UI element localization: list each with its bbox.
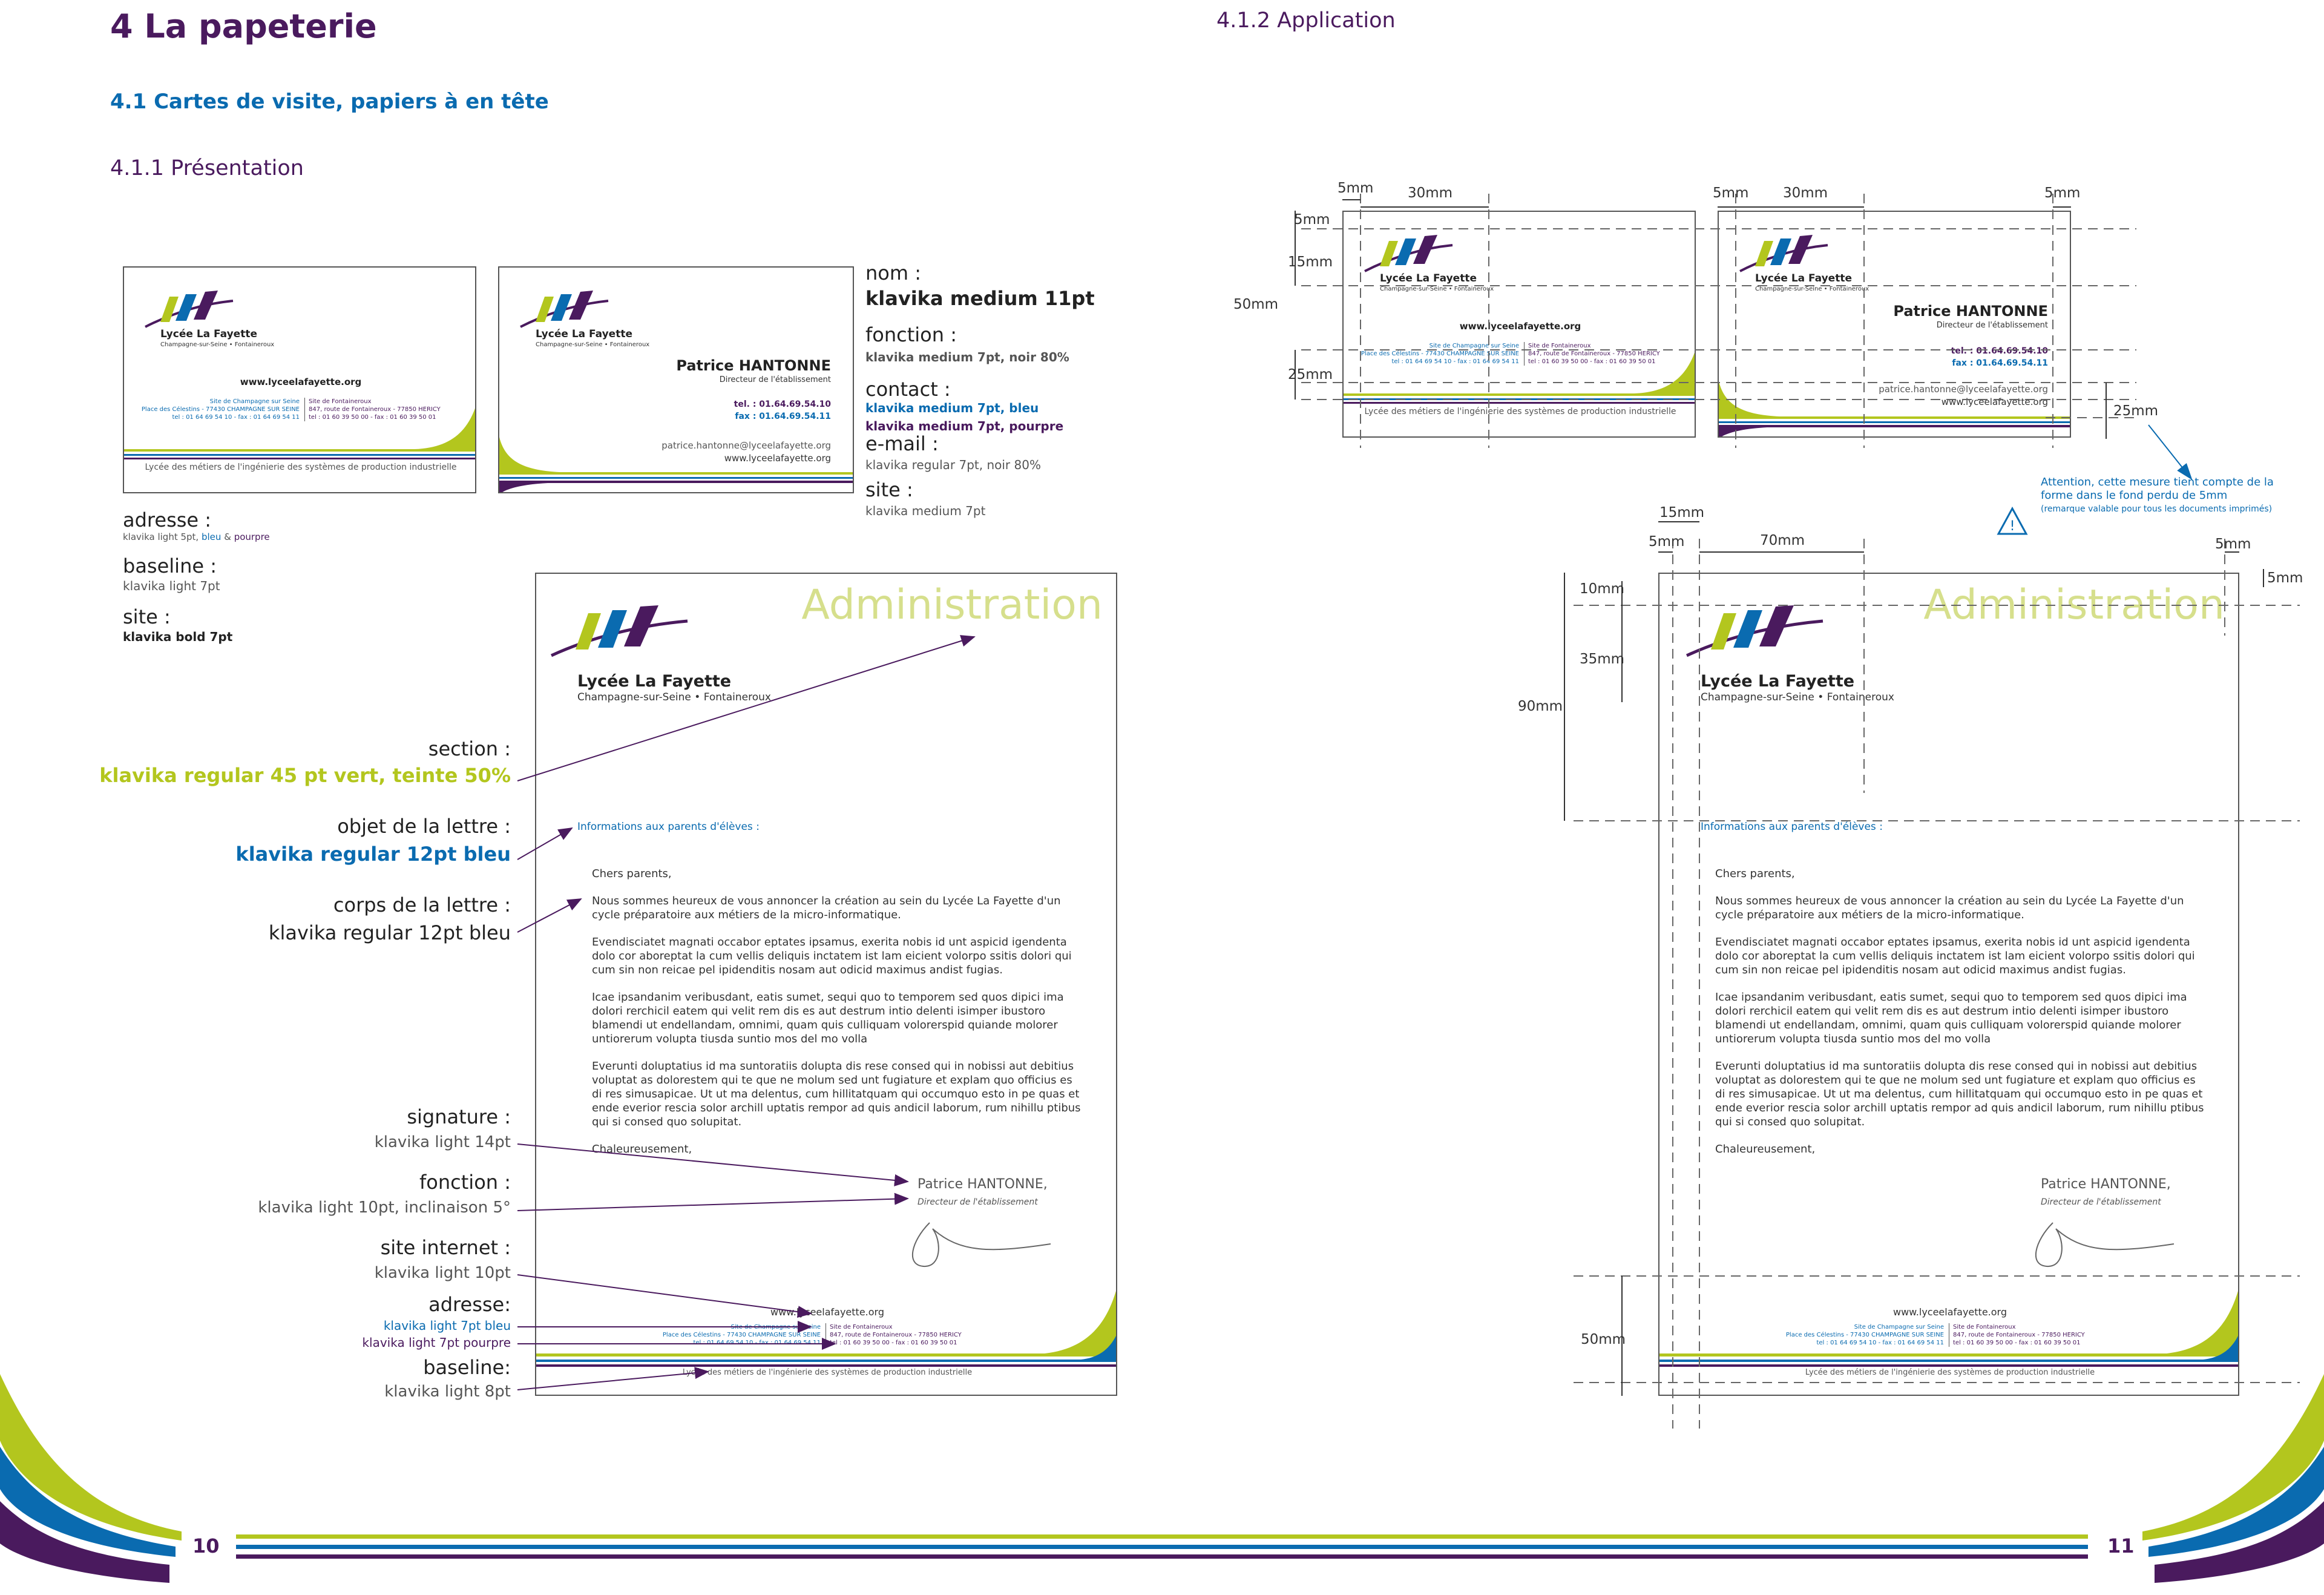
spec-contact-value-2: klavika medium 7pt, pourpre bbox=[865, 419, 1064, 433]
spec-site-label: site : bbox=[865, 478, 913, 501]
card-role: Directeur de l'établissement bbox=[1936, 321, 2048, 330]
card-website: www.lyceelafayette.org bbox=[1459, 321, 1581, 332]
dim-card-5mm-b: 5mm bbox=[1713, 185, 1749, 201]
card-school-sites: Champagne-sur-Seine • Fontainerouх bbox=[1380, 286, 1494, 292]
lspec-corps-label: corps de la lettre : bbox=[333, 893, 511, 916]
letter-address-1: Site de Champagne sur Seine Place des Célestins - 77430 CHAMPAGNE SUR SEINE tel : 01 64 69 54 10 - fax : 01 64 69 54 11 bbox=[1785, 1324, 1944, 1346]
letter-signature-name: Patrice HANTONNE, bbox=[917, 1177, 1048, 1192]
card-name: Patrice HANTONNE bbox=[1893, 303, 2048, 320]
spec-adresse-value: klavika light 5pt, bleu & pourpre bbox=[123, 531, 270, 542]
bleed-note: Attention, cette mesure tient compte de la forme dans le fond perdu de 5mm (remarque valable pour tous les documents imprimés) bbox=[2041, 476, 2274, 514]
letter-object: Informations aux parents d'élèves : bbox=[1701, 821, 1883, 833]
lspec-signature-label: signature : bbox=[407, 1105, 511, 1128]
card-school-name: Lycée La Fayette bbox=[1380, 272, 1477, 284]
card-school-name: Lycée La Fayette bbox=[536, 328, 632, 340]
dim-letter-5mm-left: 5mm bbox=[1649, 534, 1685, 550]
letter-school-sites: Champagne-sur-Seine • Fontainerouх bbox=[1701, 691, 1894, 703]
lspec-site-label: site internet : bbox=[380, 1236, 511, 1259]
card-school-sites: Champagne-sur-Seine • Fontainerouх bbox=[1755, 286, 1869, 292]
section-presentation: 4.1.1 Présentation bbox=[110, 156, 304, 180]
dim-card-30mm-a: 30mm bbox=[1408, 185, 1453, 201]
svg-text:!: ! bbox=[2009, 519, 2015, 534]
dim-letter-5mm-top: 5mm bbox=[2267, 570, 2303, 586]
dim-card-30mm-b: 30mm bbox=[1783, 185, 1828, 201]
dim-card-5mm-c: 5mm bbox=[2044, 185, 2081, 201]
spec-adresse-label: adresse : bbox=[123, 508, 212, 531]
spec-site2-value: klavika bold 7pt bbox=[123, 630, 233, 644]
dim-letter-5mm-right: 5mm bbox=[2215, 536, 2251, 552]
spec-nom-label: nom : bbox=[865, 261, 921, 284]
letter-address-1: Site de Champagne sur Seine Place des Célestins - 77430 CHAMPAGNE SUR SEINE tel : 01 64 69 54 10 - fax : 01 64 69 54 11 bbox=[662, 1324, 821, 1346]
card-baseline: Lycée des métiers de l'ingénierie des systèmes de production industrielle bbox=[1364, 407, 1676, 416]
lspec-adresse-value-1: klavika light 7pt bleu bbox=[383, 1318, 511, 1333]
letter-body: Chers parents, Nous sommes heureux de vous annoncer la création au sein du Lycée La Fayette d'un cycle préparatoire aux métiers de la micro-informatique. Evendisciatet magnati occabor eptates ipsamus, exerita nobis id unt aspicid igendenta dolo cor aboreptat la cum vellis deliquis inctatem ist lam eicient volorpo ssitis dolori qui cum sin non reicae pel ipidenditis nosam aut odicid maximus andist fugias. Icae ipsandanim veribusdant, eatis sumet, sequi quo to temporem sed quos dipici ima dolori rerchicil eatem qui velit rem dis es aut destrum intio delenti isimper ibustoro blamendi ut endellandam, omnimi, quam quis culliquam volorerspid quiande molorer untiorerum volupta tiusda suntio mos del mo volla Everunti doluptatius id ma suntoratiis dolupta dis rese consed qui in nobissi aut debitius voluptat as dolorestem qui te que ne molum sed unt fugiature et explam quo officius es di res simusapicae. Ut ut ma delentus, cum hillitatquam qui occumquo esto in pe quas et ende everior rescia solor archill uptatis rempor ad quis andicil laborum, rum nihillu ptibus qui si consed quo solupitat. Chaleureusement, bbox=[592, 867, 1081, 1156]
dim-card-5mm-a: 5mm bbox=[1338, 180, 1374, 196]
spec-site2-label: site : bbox=[123, 605, 171, 628]
page-title: 4 La papeterie bbox=[110, 7, 377, 45]
spec-email-value: klavika regular 7pt, noir 80% bbox=[865, 458, 1041, 472]
lspec-objet-value: klavika regular 12pt bleu bbox=[235, 843, 511, 866]
card-address-1: Site de Champagne sur Seine Place des Célestins - 77430 CHAMPAGNE SUR SEINE tel : 01 64 69 54 10 - fax : 01 64 69 54 11 bbox=[1361, 343, 1519, 365]
card-tel: tel. : 01.64.69.54.10 bbox=[734, 400, 831, 409]
card-baseline: Lycée des métiers de l'ingénierie des systèmes de production industrielle bbox=[145, 462, 457, 472]
card-website: www.lyceelafayette.org bbox=[1941, 396, 2048, 407]
letter-object: Informations aux parents d'élèves : bbox=[577, 821, 760, 833]
spec-nom-value: klavika medium 11pt bbox=[865, 287, 1095, 310]
letter-school-sites: Champagne-sur-Seine • Fontainerouх bbox=[577, 691, 771, 703]
spec-contact-value-1: klavika medium 7pt, bleu bbox=[865, 401, 1039, 415]
letter-signature-name: Patrice HANTONNE, bbox=[2041, 1177, 2171, 1192]
lspec-objet-label: objet de la lettre : bbox=[337, 815, 511, 838]
card-school-sites: Champagne-sur-Seine • Fontainerouх bbox=[536, 341, 650, 348]
letter-address-2: Site de Fontainerouх 847, route de Fontainerouх - 77850 HERICY tel : 01 60 39 50 00 - fax : 01 60 39 50 01 bbox=[1949, 1323, 2112, 1347]
card-school-name: Lycée La Fayette bbox=[1755, 272, 1852, 284]
letter-signature-role: Directeur de l'établissement bbox=[2041, 1197, 2161, 1207]
warning-icon bbox=[1998, 508, 2026, 534]
card-school-sites: Champagne-sur-Seine • Fontainerouх bbox=[160, 341, 275, 348]
dim-card-25mm-right: 25mm bbox=[2113, 403, 2159, 419]
card-name: Patrice HANTONNE bbox=[676, 357, 831, 374]
letter-section-title: Administration bbox=[801, 581, 1103, 629]
card-website: www.lyceelafayette.org bbox=[240, 377, 362, 387]
letter-address-2: Site de Fontainerouх 847, route de Fontainerouх - 77850 HERICY tel : 01 60 39 50 00 - fax : 01 60 39 50 01 bbox=[826, 1323, 989, 1347]
card-fax: fax : 01.64.69.54.11 bbox=[735, 412, 831, 421]
spec-email-label: e-mail : bbox=[865, 432, 939, 455]
lspec-adresse-label: adresse: bbox=[428, 1293, 511, 1316]
spec-site-value: klavika medium 7pt bbox=[865, 504, 986, 518]
dim-letter-50mm: 50mm bbox=[1581, 1332, 1626, 1347]
card-address-2: Site de Fontainerouх 847, route de Fontainerouх - 77850 HERICY tel : 01 60 39 50 00 - fax : 01 60 39 50 01 bbox=[1524, 342, 1687, 366]
dim-card-50mm: 50mm bbox=[1233, 297, 1279, 312]
card-website: www.lyceelafayette.org bbox=[724, 453, 831, 464]
dim-letter-15mm: 15mm bbox=[1659, 505, 1705, 521]
page-number-right: 11 bbox=[2107, 1534, 2135, 1557]
spec-baseline-value: klavika light 7pt bbox=[123, 579, 220, 593]
lspec-baseline-label: baseline: bbox=[423, 1356, 511, 1379]
spec-fonction-value: klavika medium 7pt, noir 80% bbox=[865, 350, 1069, 364]
dim-card-5mm-v: 5mm bbox=[1294, 212, 1330, 228]
dim-letter-90mm: 90mm bbox=[1518, 699, 1563, 714]
letter-website: www.lyceelafayette.org bbox=[770, 1306, 884, 1318]
letter-website: www.lyceelafayette.org bbox=[1893, 1306, 2007, 1318]
lspec-section-value: klavika regular 45 pt vert, teinte 50% bbox=[99, 764, 511, 787]
card-address-2: Site de Fontainerouх 847, route de Fontainerouх - 77850 HERICY tel : 01 60 39 50 00 - fax : 01 60 39 50 01 bbox=[304, 398, 468, 421]
dim-letter-10mm: 10mm bbox=[1580, 581, 1625, 597]
lspec-adresse-value-2: klavika light 7pt pourpre bbox=[362, 1335, 511, 1350]
letter-signature-role: Directeur de l'établissement bbox=[917, 1197, 1038, 1207]
lspec-section-label: section : bbox=[428, 737, 511, 760]
letter-section-title: Administration bbox=[1923, 581, 2225, 629]
card-fax: fax : 01.64.69.54.11 bbox=[1952, 358, 2048, 368]
lspec-corps-value: klavika regular 12pt bleu bbox=[268, 921, 511, 944]
spec-fonction-label: fonction : bbox=[865, 323, 957, 346]
card-role: Directeur de l'établissement bbox=[719, 375, 831, 384]
spec-baseline-label: baseline : bbox=[123, 554, 217, 577]
dim-card-15mm: 15mm bbox=[1288, 254, 1333, 270]
letter-baseline: Lycée des métiers de l'ingénierie des systèmes de production industrielle bbox=[682, 1368, 973, 1377]
letter-school-name: Lycée La Fayette bbox=[577, 672, 732, 691]
card-address-1: Site de Champagne sur Seine Place des Célestins - 77430 CHAMPAGNE SUR SEINE tel : 01 64 69 54 10 - fax : 01 64 69 54 11 bbox=[141, 398, 300, 421]
card-school-name: Lycée La Fayette bbox=[160, 328, 257, 340]
lspec-signature-value: klavika light 14pt bbox=[374, 1133, 511, 1151]
dim-letter-70mm: 70mm bbox=[1760, 533, 1805, 548]
dim-card-25mm: 25mm bbox=[1288, 367, 1333, 383]
lspec-baseline-value: klavika light 8pt bbox=[384, 1383, 511, 1401]
card-email: patrice.hantonne@lyceelafayette.org bbox=[1879, 384, 2048, 395]
page-number-left: 10 bbox=[192, 1534, 220, 1557]
letter-baseline: Lycée des métiers de l'ingénierie des systèmes de production industrielle bbox=[1805, 1368, 2095, 1377]
page-subtitle: 4.1 Cartes de visite, papiers à en tête bbox=[110, 90, 549, 114]
card-tel: tel. : 01.64.69.54.10 bbox=[1951, 346, 2048, 356]
lspec-site-value: klavika light 10pt bbox=[374, 1264, 511, 1282]
dim-letter-35mm: 35mm bbox=[1580, 651, 1625, 667]
spec-contact-label: contact : bbox=[865, 378, 951, 401]
letter-school-name: Lycée La Fayette bbox=[1701, 672, 1855, 691]
lspec-fonction-label: fonction : bbox=[419, 1171, 511, 1194]
lspec-fonction-value: klavika light 10pt, inclinaison 5° bbox=[258, 1199, 511, 1217]
letter-body: Chers parents, Nous sommes heureux de vous annoncer la création au sein du Lycée La Fayette d'un cycle préparatoire aux métiers de la micro-informatique. Evendisciatet magnati occabor eptates ipsamus, exerita nobis id unt aspicid igendenta dolo cor aboreptat la cum vellis deliquis inctatem ist lam eicient volorpo ssitis dolori qui cum sin non reicae pel ipidenditis nosam aut odicid maximus andist fugias. Icae ipsandanim veribusdant, eatis sumet, sequi quo to temporem sed quos dipici ima dolori rerchicil eatem qui velit rem dis es aut destrum intio delenti isimper ibustoro blamendi ut endellandam, omnimi, quam quis culliquam volorerspid quiande molorer untiorerum volupta tiusda suntio mos del mo volla Everunti doluptatius id ma suntoratiis dolupta dis rese consed qui in nobissi aut debitius voluptat as dolorestem qui te que ne molum sed unt fugiature et explam quo officius es di res simusapicae. Ut ut ma delentus, cum hillitatquam qui occumquo esto in pe quas et ende everior rescia solor archill uptatis rempor ad quis andicil laborum, rum nihillu ptibus qui si consed quo solupitat. Chaleureusement, bbox=[1715, 867, 2204, 1156]
section-application: 4.1.2 Application bbox=[1216, 8, 1396, 33]
card-email: patrice.hantonne@lyceelafayette.org bbox=[661, 440, 831, 451]
